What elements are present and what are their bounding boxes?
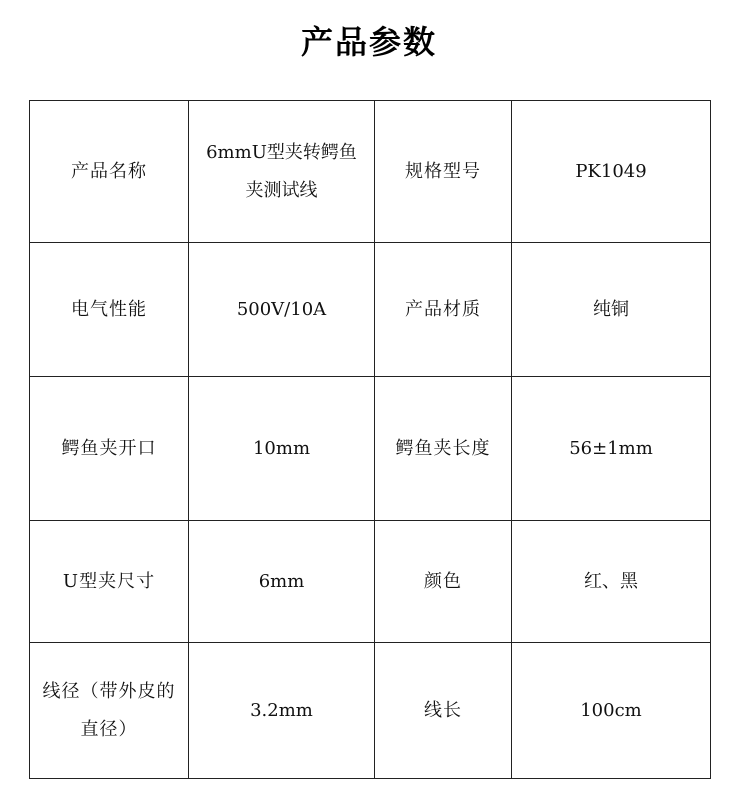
param-label: 规格型号 [375, 101, 512, 243]
param-label: U型夹尺寸 [30, 521, 189, 643]
param-value: 10mm [189, 377, 375, 521]
param-label: 鳄鱼夹长度 [375, 377, 512, 521]
table-row [30, 377, 711, 521]
param-value: 6mm [189, 521, 375, 643]
param-label: 电气性能 [30, 243, 189, 377]
param-value: 红、黑 [512, 521, 711, 643]
param-value: PK1049 [512, 101, 711, 243]
table-row [30, 101, 711, 243]
page-title: 产品参数 [300, 23, 437, 61]
param-value: 500V/10A [189, 243, 375, 377]
param-value: 纯铜 [512, 243, 711, 377]
param-value: 3.2mm [189, 643, 375, 779]
param-label: 鳄鱼夹开口 [30, 377, 189, 521]
param-value: 6mmU型夹转鳄鱼夹测试线 [189, 101, 375, 243]
param-value: 100cm [512, 643, 711, 779]
param-label: 颜色 [375, 521, 512, 643]
param-label: 线径（带外皮的直径） [30, 643, 189, 779]
param-value: 56±1mm [512, 377, 711, 521]
table-row [30, 521, 711, 643]
param-label: 产品名称 [30, 101, 189, 243]
product-params-table [29, 100, 711, 779]
table-row [30, 243, 711, 377]
param-label: 线长 [375, 643, 512, 779]
param-label: 产品材质 [375, 243, 512, 377]
table-row [30, 643, 711, 779]
